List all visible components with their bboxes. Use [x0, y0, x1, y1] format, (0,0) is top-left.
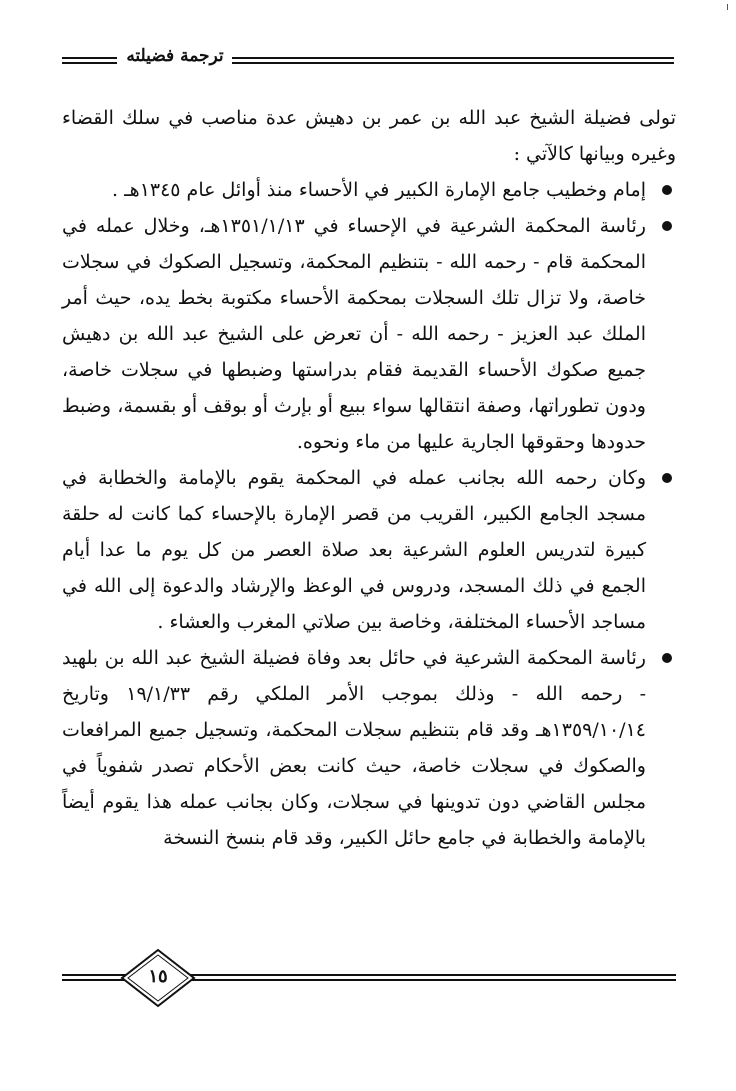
page-header [62, 46, 674, 76]
bullet-icon [662, 221, 672, 231]
positions-list [62, 172, 676, 856]
list-item-text: رئاسة المحكمة الشرعية في الإحساء في ١٣٥١/١/١٣هـ، وخلال عمله في المحكمة قام - رحمه الله - بتنظيم المحكمة، وتسجيل الصكوك في سجلات خاصة، ولا تزال تلك السجلات بمحكمة الأحساء مكتوبة بخط يده، حيث أمر الملك عبد العزيز - رحمه الله - أن تعرض على الشيخ عبد الله بن دهيش جميع صكوك الأحساء القديمة فقام بدراستها وضبطها في سجلات خاصة، ودون تطوراتها، وصفة انتقالها سواء ببيع أو بإرث أو بوقف أو بقسمة، وضبط حدودها وحقوقها الجارية عليها من ماء ونحوه. [62, 215, 646, 453]
corner-mark [727, 4, 728, 10]
list-item [62, 172, 676, 208]
bullet-icon [662, 473, 672, 483]
footer-rule-right [188, 974, 676, 981]
list-item-text: إمام وخطيب جامع الإمارة الكبير في الأحساء منذ أوائل عام ١٣٤٥هـ . [112, 179, 646, 201]
header-title: ترجمة فضيلته [126, 46, 224, 66]
list-item-text: رئاسة المحكمة الشرعية في حائل بعد وفاة فضيلة الشيخ عبد الله بن بلهيد - رحمه الله - وذلك بموجب الأمر الملكي رقم ١٩/١/٣٣ وتاريخ ١٣٥٩/١٠/١٤هـ وقد قام بتنظيم سجلات المحكمة، وتسجيل جميع المرافعات والصكوك في سجلات خاصة، حيث كانت بعض الأحكام تصدر شفوياً في مجلس القاضي دون تدوينها في سجلات، وكان بجانب عمله هذا يقوم أيضاً بالإمامة والخطابة في جامع حائل الكبير، وقد قام بنسخ النسخة [62, 647, 646, 849]
list-item-text: وكان رحمه الله بجانب عمله في المحكمة يقوم بالإمامة والخطابة في مسجد الجامع الكبير، القريب من قصر الإمارة بالإحساء كما كانت له حلقة كبيرة لتدريس العلوم الشرعية بعد صلاة العصر من كل يوم ما عدا أيام الجمع في ذلك المسجد، ودروس في الوعظ والإرشاد والدعوة إلى الله في مساجد الأحساء المختلفة، وخاصة بين صلاتي المغرب والعشاء . [62, 467, 646, 633]
page-footer [62, 948, 676, 1008]
list-item [62, 640, 676, 856]
footer-rule-left [62, 974, 128, 981]
intro-text: تولى فضيلة الشيخ عبد الله بن عمر بن دهيش عدة مناصب في سلك القضاء وغيره وبيانها كالآتي : [62, 107, 676, 165]
header-rule-left [62, 57, 117, 64]
page-body [62, 100, 676, 856]
page-number: ١٥ [148, 966, 168, 987]
header-rule-right [232, 57, 674, 64]
list-item [62, 208, 676, 460]
bullet-icon [662, 653, 672, 663]
list-item [62, 460, 676, 640]
bullet-icon [662, 185, 672, 195]
intro-paragraph [62, 100, 676, 172]
